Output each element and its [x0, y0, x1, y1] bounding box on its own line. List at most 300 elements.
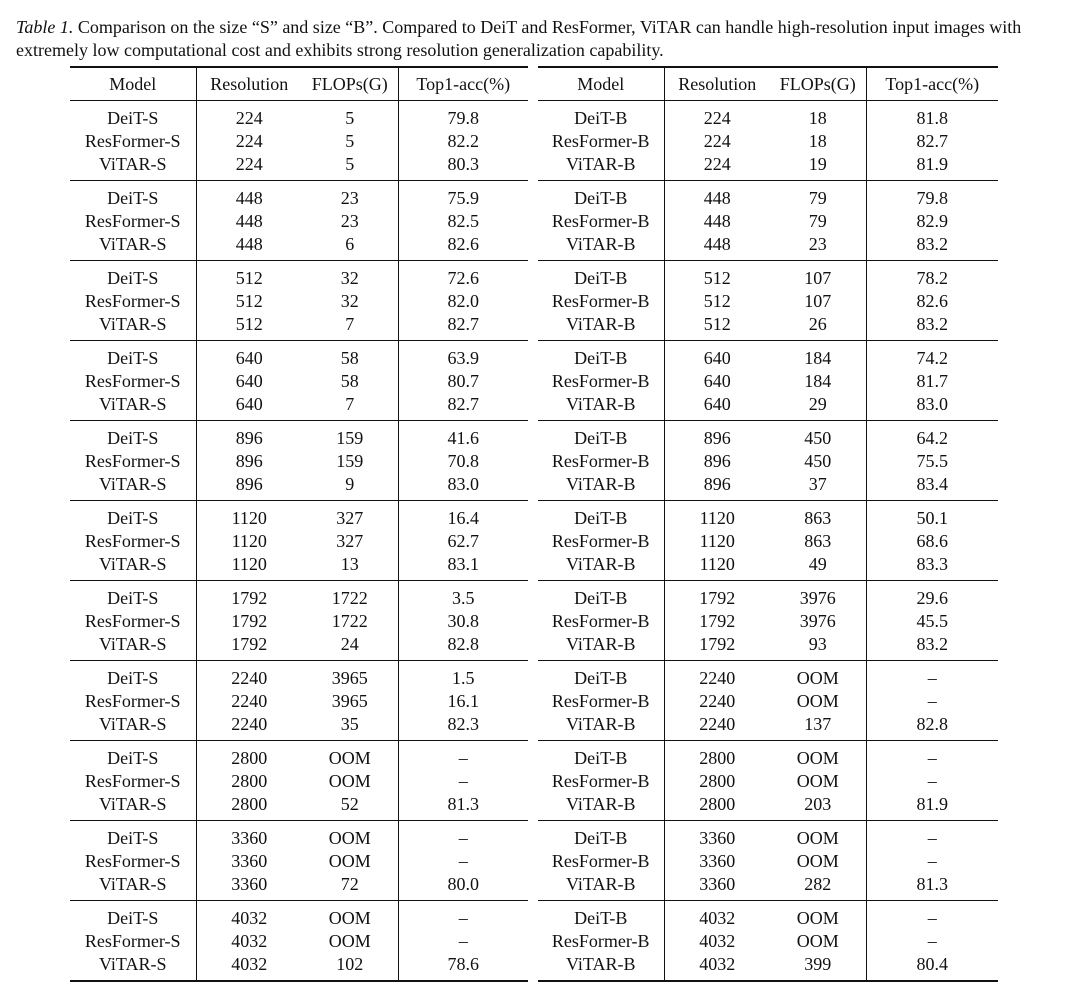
column-header: Top1-acc(%): [866, 67, 998, 101]
model-cell: ViTAR-S: [99, 474, 167, 494]
resolution-cell: 4032: [664, 953, 770, 981]
resolution-cell: 896: [664, 421, 770, 451]
flops-cell: 23: [340, 188, 359, 208]
accuracy-cell: 83.2: [866, 633, 998, 661]
resolution-cell: 2240: [196, 661, 302, 691]
flops-cell: 79: [808, 211, 827, 231]
flops-cell: OOM: [796, 851, 839, 871]
accuracy-cell: 83.2: [866, 313, 998, 341]
flops-cell: OOM: [796, 691, 839, 711]
flops-cell: 1722: [331, 611, 368, 631]
flops-cell: 5: [345, 131, 355, 151]
model-cell: DeiT-B: [574, 348, 628, 368]
table-row: [70, 633, 528, 661]
model-cell: DeiT-B: [574, 828, 628, 848]
table-row: [70, 393, 528, 421]
table-row: [538, 661, 998, 691]
model-cell: DeiT-S: [107, 348, 159, 368]
resolution-cell: 3360: [664, 850, 770, 873]
column-header: FLOPs(G): [779, 74, 856, 94]
accuracy-cell: 50.1: [866, 501, 998, 531]
resolution-cell: 3360: [196, 850, 302, 873]
flops-cell: OOM: [796, 908, 839, 928]
flops-cell: 35: [340, 714, 359, 734]
accuracy-cell: 81.7: [866, 370, 998, 393]
accuracy-cell: 82.6: [398, 233, 528, 261]
resolution-cell: 4032: [664, 901, 770, 931]
model-cell: DeiT-S: [107, 588, 159, 608]
flops-cell: 18: [808, 108, 827, 128]
accuracy-cell: –: [398, 821, 528, 851]
model-cell: DeiT-S: [107, 828, 159, 848]
model-cell: ViTAR-S: [99, 874, 167, 894]
table-row: [70, 313, 528, 341]
table-row: [538, 793, 998, 821]
accuracy-cell: 80.7: [398, 370, 528, 393]
table-row: [70, 610, 528, 633]
model-cell: ResFormer-S: [84, 931, 181, 951]
resolution-cell: 224: [664, 130, 770, 153]
table-row: [70, 821, 528, 851]
model-cell: ViTAR-B: [566, 314, 636, 334]
model-cell: ResFormer-S: [84, 611, 181, 631]
table-row: [70, 713, 528, 741]
resolution-cell: 1792: [664, 610, 770, 633]
flops-cell: 1722: [331, 588, 368, 608]
accuracy-cell: –: [866, 901, 998, 931]
table-row: [70, 130, 528, 153]
resolution-cell: 1792: [196, 610, 302, 633]
table-row: [70, 341, 528, 371]
model-cell: ResFormer-S: [84, 691, 181, 711]
resolution-cell: 1792: [196, 633, 302, 661]
model-cell: ResFormer-S: [84, 371, 181, 391]
accuracy-cell: –: [398, 770, 528, 793]
table-row: [70, 501, 528, 531]
flops-cell: 32: [340, 291, 359, 311]
flops-cell: OOM: [796, 931, 839, 951]
model-cell: DeiT-B: [574, 668, 628, 688]
table-row: [538, 210, 998, 233]
model-cell: ViTAR-B: [566, 634, 636, 654]
model-cell: DeiT-B: [574, 268, 628, 288]
model-cell: DeiT-S: [107, 108, 159, 128]
model-cell: ViTAR-B: [566, 234, 636, 254]
resolution-cell: 2800: [664, 793, 770, 821]
resolution-cell: 896: [664, 450, 770, 473]
header-row: [70, 67, 528, 101]
table-row: [538, 130, 998, 153]
flops-cell: 58: [340, 348, 359, 368]
accuracy-cell: 82.0: [398, 290, 528, 313]
results-table-small: [70, 66, 528, 982]
column-header: Top1-acc(%): [398, 67, 528, 101]
resolution-cell: 512: [196, 261, 302, 291]
model-cell: ResFormer-B: [551, 451, 650, 471]
flops-cell: 26: [808, 314, 827, 334]
flops-cell: 159: [336, 451, 364, 471]
flops-cell: 7: [345, 394, 355, 414]
accuracy-cell: 82.8: [398, 633, 528, 661]
flops-cell: 37: [808, 474, 827, 494]
resolution-cell: 896: [196, 421, 302, 451]
table-row: [538, 610, 998, 633]
flops-cell: 18: [808, 131, 827, 151]
flops-cell: 3965: [331, 668, 368, 688]
accuracy-cell: 74.2: [866, 341, 998, 371]
accuracy-cell: –: [866, 930, 998, 953]
table-row: [538, 233, 998, 261]
table-row: [70, 210, 528, 233]
table-row: [70, 153, 528, 181]
column-header: Resolution: [196, 67, 302, 101]
flops-cell: 102: [336, 954, 364, 974]
accuracy-cell: 83.1: [398, 553, 528, 581]
resolution-cell: 512: [196, 290, 302, 313]
resolution-cell: 640: [664, 393, 770, 421]
accuracy-cell: 75.9: [398, 181, 528, 211]
model-cell: DeiT-S: [107, 908, 159, 928]
flops-cell: 3976: [799, 611, 836, 631]
resolution-cell: 896: [196, 473, 302, 501]
resolution-cell: 896: [664, 473, 770, 501]
model-cell: ViTAR-B: [566, 394, 636, 414]
flops-cell: OOM: [328, 771, 371, 791]
resolution-cell: 3360: [664, 873, 770, 901]
accuracy-cell: 79.8: [866, 181, 998, 211]
flops-cell: 137: [804, 714, 832, 734]
table-row: [70, 421, 528, 451]
accuracy-cell: –: [398, 741, 528, 771]
accuracy-cell: 82.3: [398, 713, 528, 741]
resolution-cell: 2800: [196, 741, 302, 771]
model-cell: DeiT-B: [574, 588, 628, 608]
accuracy-cell: 68.6: [866, 530, 998, 553]
model-cell: ResFormer-B: [551, 291, 650, 311]
resolution-cell: 2240: [664, 713, 770, 741]
model-cell: DeiT-S: [107, 668, 159, 688]
table-caption: [16, 16, 1068, 62]
model-cell: DeiT-S: [107, 268, 159, 288]
table-row: [70, 261, 528, 291]
accuracy-cell: 1.5: [398, 661, 528, 691]
model-cell: ViTAR-B: [566, 794, 636, 814]
table-row: [70, 581, 528, 611]
model-cell: ViTAR-B: [566, 154, 636, 174]
resolution-cell: 224: [664, 153, 770, 181]
resolution-cell: 224: [664, 101, 770, 131]
accuracy-cell: 83.4: [866, 473, 998, 501]
model-cell: ViTAR-S: [99, 634, 167, 654]
resolution-cell: 3360: [196, 821, 302, 851]
table-row: [538, 473, 998, 501]
model-cell: ResFormer-B: [551, 131, 650, 151]
accuracy-cell: 82.6: [866, 290, 998, 313]
resolution-cell: 2240: [196, 713, 302, 741]
accuracy-cell: 82.7: [398, 393, 528, 421]
flops-cell: OOM: [328, 748, 371, 768]
resolution-cell: 1120: [664, 501, 770, 531]
flops-cell: 5: [345, 108, 355, 128]
resolution-cell: 896: [196, 450, 302, 473]
model-cell: DeiT-S: [107, 428, 159, 448]
model-cell: DeiT-B: [574, 108, 628, 128]
flops-cell: 23: [808, 234, 827, 254]
table-row: [538, 393, 998, 421]
resolution-cell: 1120: [196, 501, 302, 531]
flops-cell: 450: [804, 428, 832, 448]
resolution-cell: 448: [196, 181, 302, 211]
flops-cell: 327: [336, 508, 364, 528]
table-row: [538, 290, 998, 313]
resolution-cell: 224: [196, 130, 302, 153]
flops-cell: 203: [804, 794, 832, 814]
resolution-cell: 2240: [196, 690, 302, 713]
model-cell: ViTAR-B: [566, 874, 636, 894]
accuracy-cell: –: [866, 821, 998, 851]
table-row: [70, 953, 528, 981]
accuracy-cell: 80.0: [398, 873, 528, 901]
caption-text: Comparison on the size “S” and size “B”. Compared to DeiT and ResFormer, ViTAR can handle high-resolution input images with extremely low computational cost and exhibits strong resolution generalization capability.: [16, 17, 1022, 60]
table-row: [538, 450, 998, 473]
table-row: [70, 553, 528, 581]
resolution-cell: 2800: [196, 770, 302, 793]
table-row: [70, 770, 528, 793]
table-row: [538, 341, 998, 371]
table-row: [70, 530, 528, 553]
accuracy-cell: –: [866, 690, 998, 713]
accuracy-cell: 82.2: [398, 130, 528, 153]
resolution-cell: 640: [196, 393, 302, 421]
flops-cell: 29: [808, 394, 827, 414]
table-row: [538, 850, 998, 873]
accuracy-cell: 82.5: [398, 210, 528, 233]
flops-cell: 19: [808, 154, 827, 174]
model-cell: ResFormer-B: [551, 851, 650, 871]
flops-cell: 79: [808, 188, 827, 208]
accuracy-cell: 81.9: [866, 153, 998, 181]
flops-cell: OOM: [328, 851, 371, 871]
flops-cell: 159: [336, 428, 364, 448]
column-header: Model: [109, 74, 157, 94]
model-cell: DeiT-S: [107, 188, 159, 208]
resolution-cell: 448: [664, 233, 770, 261]
resolution-cell: 2800: [664, 770, 770, 793]
flops-cell: 327: [336, 531, 364, 551]
resolution-cell: 640: [196, 341, 302, 371]
accuracy-cell: 82.9: [866, 210, 998, 233]
table-row: [70, 101, 528, 131]
table-row: [70, 741, 528, 771]
accuracy-cell: 45.5: [866, 610, 998, 633]
accuracy-cell: –: [866, 770, 998, 793]
column-header: Model: [577, 74, 625, 94]
flops-cell: 13: [340, 554, 359, 574]
resolution-cell: 640: [664, 341, 770, 371]
table-row: [70, 901, 528, 931]
resolution-cell: 4032: [196, 953, 302, 981]
flops-cell: OOM: [796, 748, 839, 768]
resolution-cell: 512: [196, 313, 302, 341]
resolution-cell: 512: [664, 290, 770, 313]
flops-cell: 3965: [331, 691, 368, 711]
table-row: [538, 370, 998, 393]
model-cell: DeiT-B: [574, 908, 628, 928]
accuracy-cell: 3.5: [398, 581, 528, 611]
accuracy-cell: 83.0: [398, 473, 528, 501]
resolution-cell: 640: [196, 370, 302, 393]
resolution-cell: 1792: [664, 581, 770, 611]
flops-cell: 72: [340, 874, 359, 894]
table-row: [538, 421, 998, 451]
resolution-cell: 1120: [196, 553, 302, 581]
flops-cell: 399: [804, 954, 832, 974]
model-cell: ViTAR-S: [99, 954, 167, 974]
table-row: [538, 633, 998, 661]
table-row: [538, 873, 998, 901]
model-cell: ResFormer-S: [84, 291, 181, 311]
accuracy-cell: 70.8: [398, 450, 528, 473]
model-cell: ViTAR-S: [99, 234, 167, 254]
accuracy-cell: 62.7: [398, 530, 528, 553]
table-row: [70, 233, 528, 261]
resolution-cell: 2800: [196, 793, 302, 821]
resolution-cell: 2240: [664, 690, 770, 713]
model-cell: ResFormer-S: [84, 211, 181, 231]
table-row: [538, 713, 998, 741]
model-cell: ViTAR-B: [566, 474, 636, 494]
accuracy-cell: 80.4: [866, 953, 998, 981]
flops-cell: 184: [804, 371, 832, 391]
table-row: [70, 930, 528, 953]
model-cell: ViTAR-B: [566, 954, 636, 974]
flops-cell: 24: [340, 634, 359, 654]
header-row: [538, 67, 998, 101]
flops-cell: 58: [340, 371, 359, 391]
accuracy-cell: 78.6: [398, 953, 528, 981]
table-row: [538, 553, 998, 581]
resolution-cell: 1120: [664, 530, 770, 553]
table-row: [70, 290, 528, 313]
resolution-cell: 448: [664, 210, 770, 233]
accuracy-cell: 72.6: [398, 261, 528, 291]
flops-cell: 23: [340, 211, 359, 231]
column-header: FLOPs(G): [311, 74, 388, 94]
resolution-cell: 1120: [664, 553, 770, 581]
table-row: [70, 690, 528, 713]
accuracy-cell: –: [398, 930, 528, 953]
flops-cell: 49: [808, 554, 827, 574]
resolution-cell: 4032: [196, 930, 302, 953]
resolution-cell: 3360: [196, 873, 302, 901]
resolution-cell: 224: [196, 153, 302, 181]
flops-cell: 5: [345, 154, 355, 174]
accuracy-cell: 63.9: [398, 341, 528, 371]
table-row: [70, 850, 528, 873]
flops-cell: 9: [345, 474, 355, 494]
flops-cell: 863: [804, 508, 832, 528]
table-row: [70, 450, 528, 473]
model-cell: ResFormer-B: [551, 371, 650, 391]
accuracy-cell: –: [866, 850, 998, 873]
model-cell: ResFormer-S: [84, 131, 181, 151]
flops-cell: OOM: [796, 771, 839, 791]
resolution-cell: 640: [664, 370, 770, 393]
table-row: [70, 793, 528, 821]
table-row: [538, 741, 998, 771]
model-cell: ViTAR-S: [99, 794, 167, 814]
resolution-cell: 3360: [664, 821, 770, 851]
table-row: [538, 181, 998, 211]
model-cell: ResFormer-S: [84, 531, 181, 551]
table-row: [538, 153, 998, 181]
caption-label: Table 1.: [16, 17, 74, 37]
model-cell: ViTAR-S: [99, 714, 167, 734]
flops-cell: 52: [340, 794, 359, 814]
accuracy-cell: –: [866, 661, 998, 691]
model-cell: DeiT-B: [574, 428, 628, 448]
resolution-cell: 224: [196, 101, 302, 131]
resolution-cell: 4032: [664, 930, 770, 953]
model-cell: ViTAR-B: [566, 554, 636, 574]
accuracy-cell: 82.8: [866, 713, 998, 741]
flops-cell: 107: [804, 291, 832, 311]
model-cell: ViTAR-S: [99, 314, 167, 334]
flops-cell: 6: [345, 234, 355, 254]
resolution-cell: 448: [664, 181, 770, 211]
model-cell: ResFormer-S: [84, 851, 181, 871]
table-row: [538, 261, 998, 291]
accuracy-cell: 78.2: [866, 261, 998, 291]
model-cell: ViTAR-B: [566, 714, 636, 734]
model-cell: ViTAR-S: [99, 554, 167, 574]
model-cell: ResFormer-S: [84, 451, 181, 471]
flops-cell: 184: [804, 348, 832, 368]
accuracy-cell: –: [398, 901, 528, 931]
table-row: [538, 770, 998, 793]
table-row: [538, 901, 998, 931]
accuracy-cell: 81.9: [866, 793, 998, 821]
flops-cell: OOM: [328, 828, 371, 848]
flops-cell: OOM: [796, 668, 839, 688]
accuracy-cell: 81.3: [866, 873, 998, 901]
resolution-cell: 2800: [664, 741, 770, 771]
table-row: [538, 690, 998, 713]
resolution-cell: 448: [196, 233, 302, 261]
table-row: [538, 501, 998, 531]
accuracy-cell: 82.7: [398, 313, 528, 341]
accuracy-cell: 30.8: [398, 610, 528, 633]
model-cell: DeiT-B: [574, 188, 628, 208]
resolution-cell: 1120: [196, 530, 302, 553]
resolution-cell: 512: [664, 313, 770, 341]
model-cell: ResFormer-B: [551, 771, 650, 791]
accuracy-cell: 16.1: [398, 690, 528, 713]
accuracy-cell: 75.5: [866, 450, 998, 473]
accuracy-cell: –: [866, 741, 998, 771]
resolution-cell: 4032: [196, 901, 302, 931]
table-row: [70, 181, 528, 211]
accuracy-cell: 79.8: [398, 101, 528, 131]
model-cell: DeiT-S: [107, 748, 159, 768]
model-cell: ResFormer-B: [551, 211, 650, 231]
model-cell: ResFormer-B: [551, 531, 650, 551]
model-cell: ResFormer-B: [551, 691, 650, 711]
table-row: [538, 101, 998, 131]
flops-cell: 93: [808, 634, 827, 654]
flops-cell: 3976: [799, 588, 836, 608]
accuracy-cell: 83.3: [866, 553, 998, 581]
